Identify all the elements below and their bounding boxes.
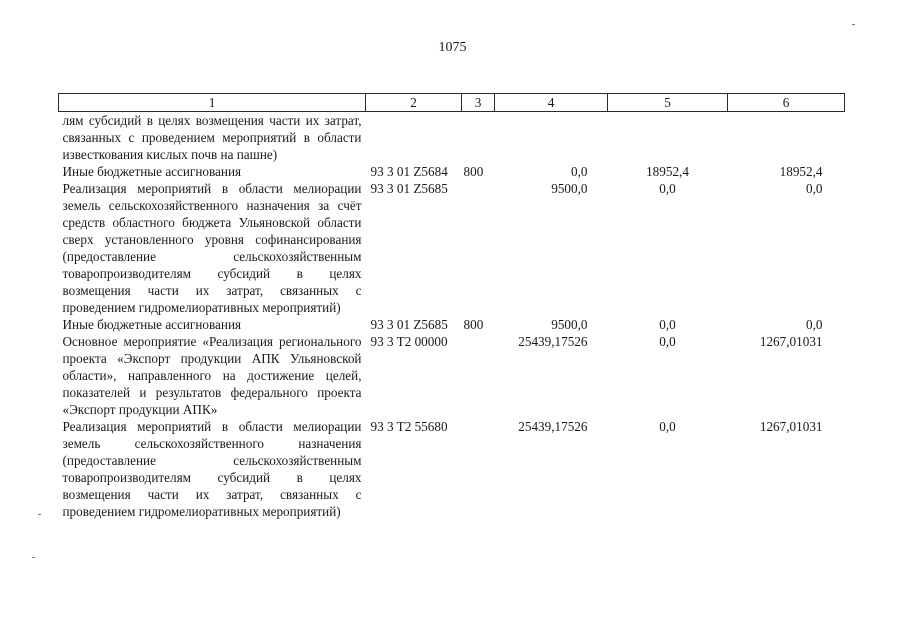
page-number: 1075 <box>438 40 467 55</box>
row-name: Основное мероприятие «Реализация регионального проекта «Экспорт продукции АПК Ульяновской области», направленного на достижение целей, показателей и результатов федерального проекта «Экспорт продукции АПК» <box>62 334 362 417</box>
row-type <box>462 112 495 164</box>
row-value-4: 9500,0 <box>551 317 588 332</box>
table-header-row <box>59 94 845 112</box>
table-row <box>59 180 845 316</box>
row-code: 93 3 T2 00000 <box>370 334 448 349</box>
row-value-6: 1267,01031 <box>759 334 823 349</box>
budget-table <box>58 93 845 520</box>
row-value-5: 0,0 <box>659 181 676 196</box>
row-code <box>366 112 462 164</box>
row-value-5: 18952,4 <box>646 164 689 179</box>
row-value-5: 0,0 <box>659 334 676 349</box>
row-name: лям субсидий в целях возмещения части их затрат, связанных с проведением мероприятий в области известкования кислых почв на пашне) <box>62 113 362 162</box>
row-name: Иные бюджетные ассигнования <box>62 317 242 332</box>
row-type <box>462 180 495 316</box>
row-value-6: 0,0 <box>806 181 823 196</box>
row-type <box>462 418 495 520</box>
row-code: 93 3 T2 55680 <box>370 419 448 434</box>
row-value-6 <box>728 112 845 164</box>
column-header: 3 <box>462 94 495 112</box>
row-value-4: 0,0 <box>571 164 588 179</box>
scan-speck <box>852 24 855 25</box>
row-type: 800 <box>463 317 484 332</box>
column-header: 5 <box>608 94 728 112</box>
scan-speck <box>38 514 41 515</box>
row-name: Реализация мероприятий в области мелиорации земель сельскохозяйственного назначения за счёт средств областного бюджета Ульяновской области сверх установленного уровня софинансирования (предоставление сельскохозяйственным товаропроизводителям субсидий в целях возмещения части их затрат, связанных с проведением гидромелиоративных мероприятий) <box>62 181 362 315</box>
row-value-5: 0,0 <box>659 419 676 434</box>
row-type <box>462 333 495 418</box>
column-header: 6 <box>728 94 845 112</box>
table-row <box>59 418 845 520</box>
table-row <box>59 112 845 164</box>
row-code: 93 3 01 Z5685 <box>370 317 448 332</box>
row-value-5: 0,0 <box>659 317 676 332</box>
row-code: 93 3 01 Z5684 <box>370 164 448 179</box>
column-header: 4 <box>495 94 608 112</box>
row-value-4: 9500,0 <box>551 181 588 196</box>
row-value-6: 0,0 <box>806 317 823 332</box>
table-row <box>59 316 845 333</box>
column-header: 1 <box>59 94 366 112</box>
row-value-4 <box>495 112 608 164</box>
row-value-4: 25439,17526 <box>518 334 588 349</box>
table-row <box>59 163 845 180</box>
row-code: 93 3 01 Z5685 <box>370 181 448 196</box>
row-value-6: 18952,4 <box>779 164 823 179</box>
row-value-6: 1267,01031 <box>759 419 823 434</box>
column-header: 2 <box>366 94 462 112</box>
row-name: Реализация мероприятий в области мелиорации земель сельскохозяйственного назначения (предоставление сельскохозяйственным товаропроизводителям субсидий в целях возмещения части их затрат, связанных с проведением гидромелиоративных мероприятий) <box>62 419 362 519</box>
row-value-5 <box>608 112 728 164</box>
scan-speck <box>32 557 35 558</box>
table-row <box>59 333 845 418</box>
row-name: Иные бюджетные ассигнования <box>62 164 242 179</box>
row-value-4: 25439,17526 <box>518 419 588 434</box>
row-type: 800 <box>463 164 484 179</box>
